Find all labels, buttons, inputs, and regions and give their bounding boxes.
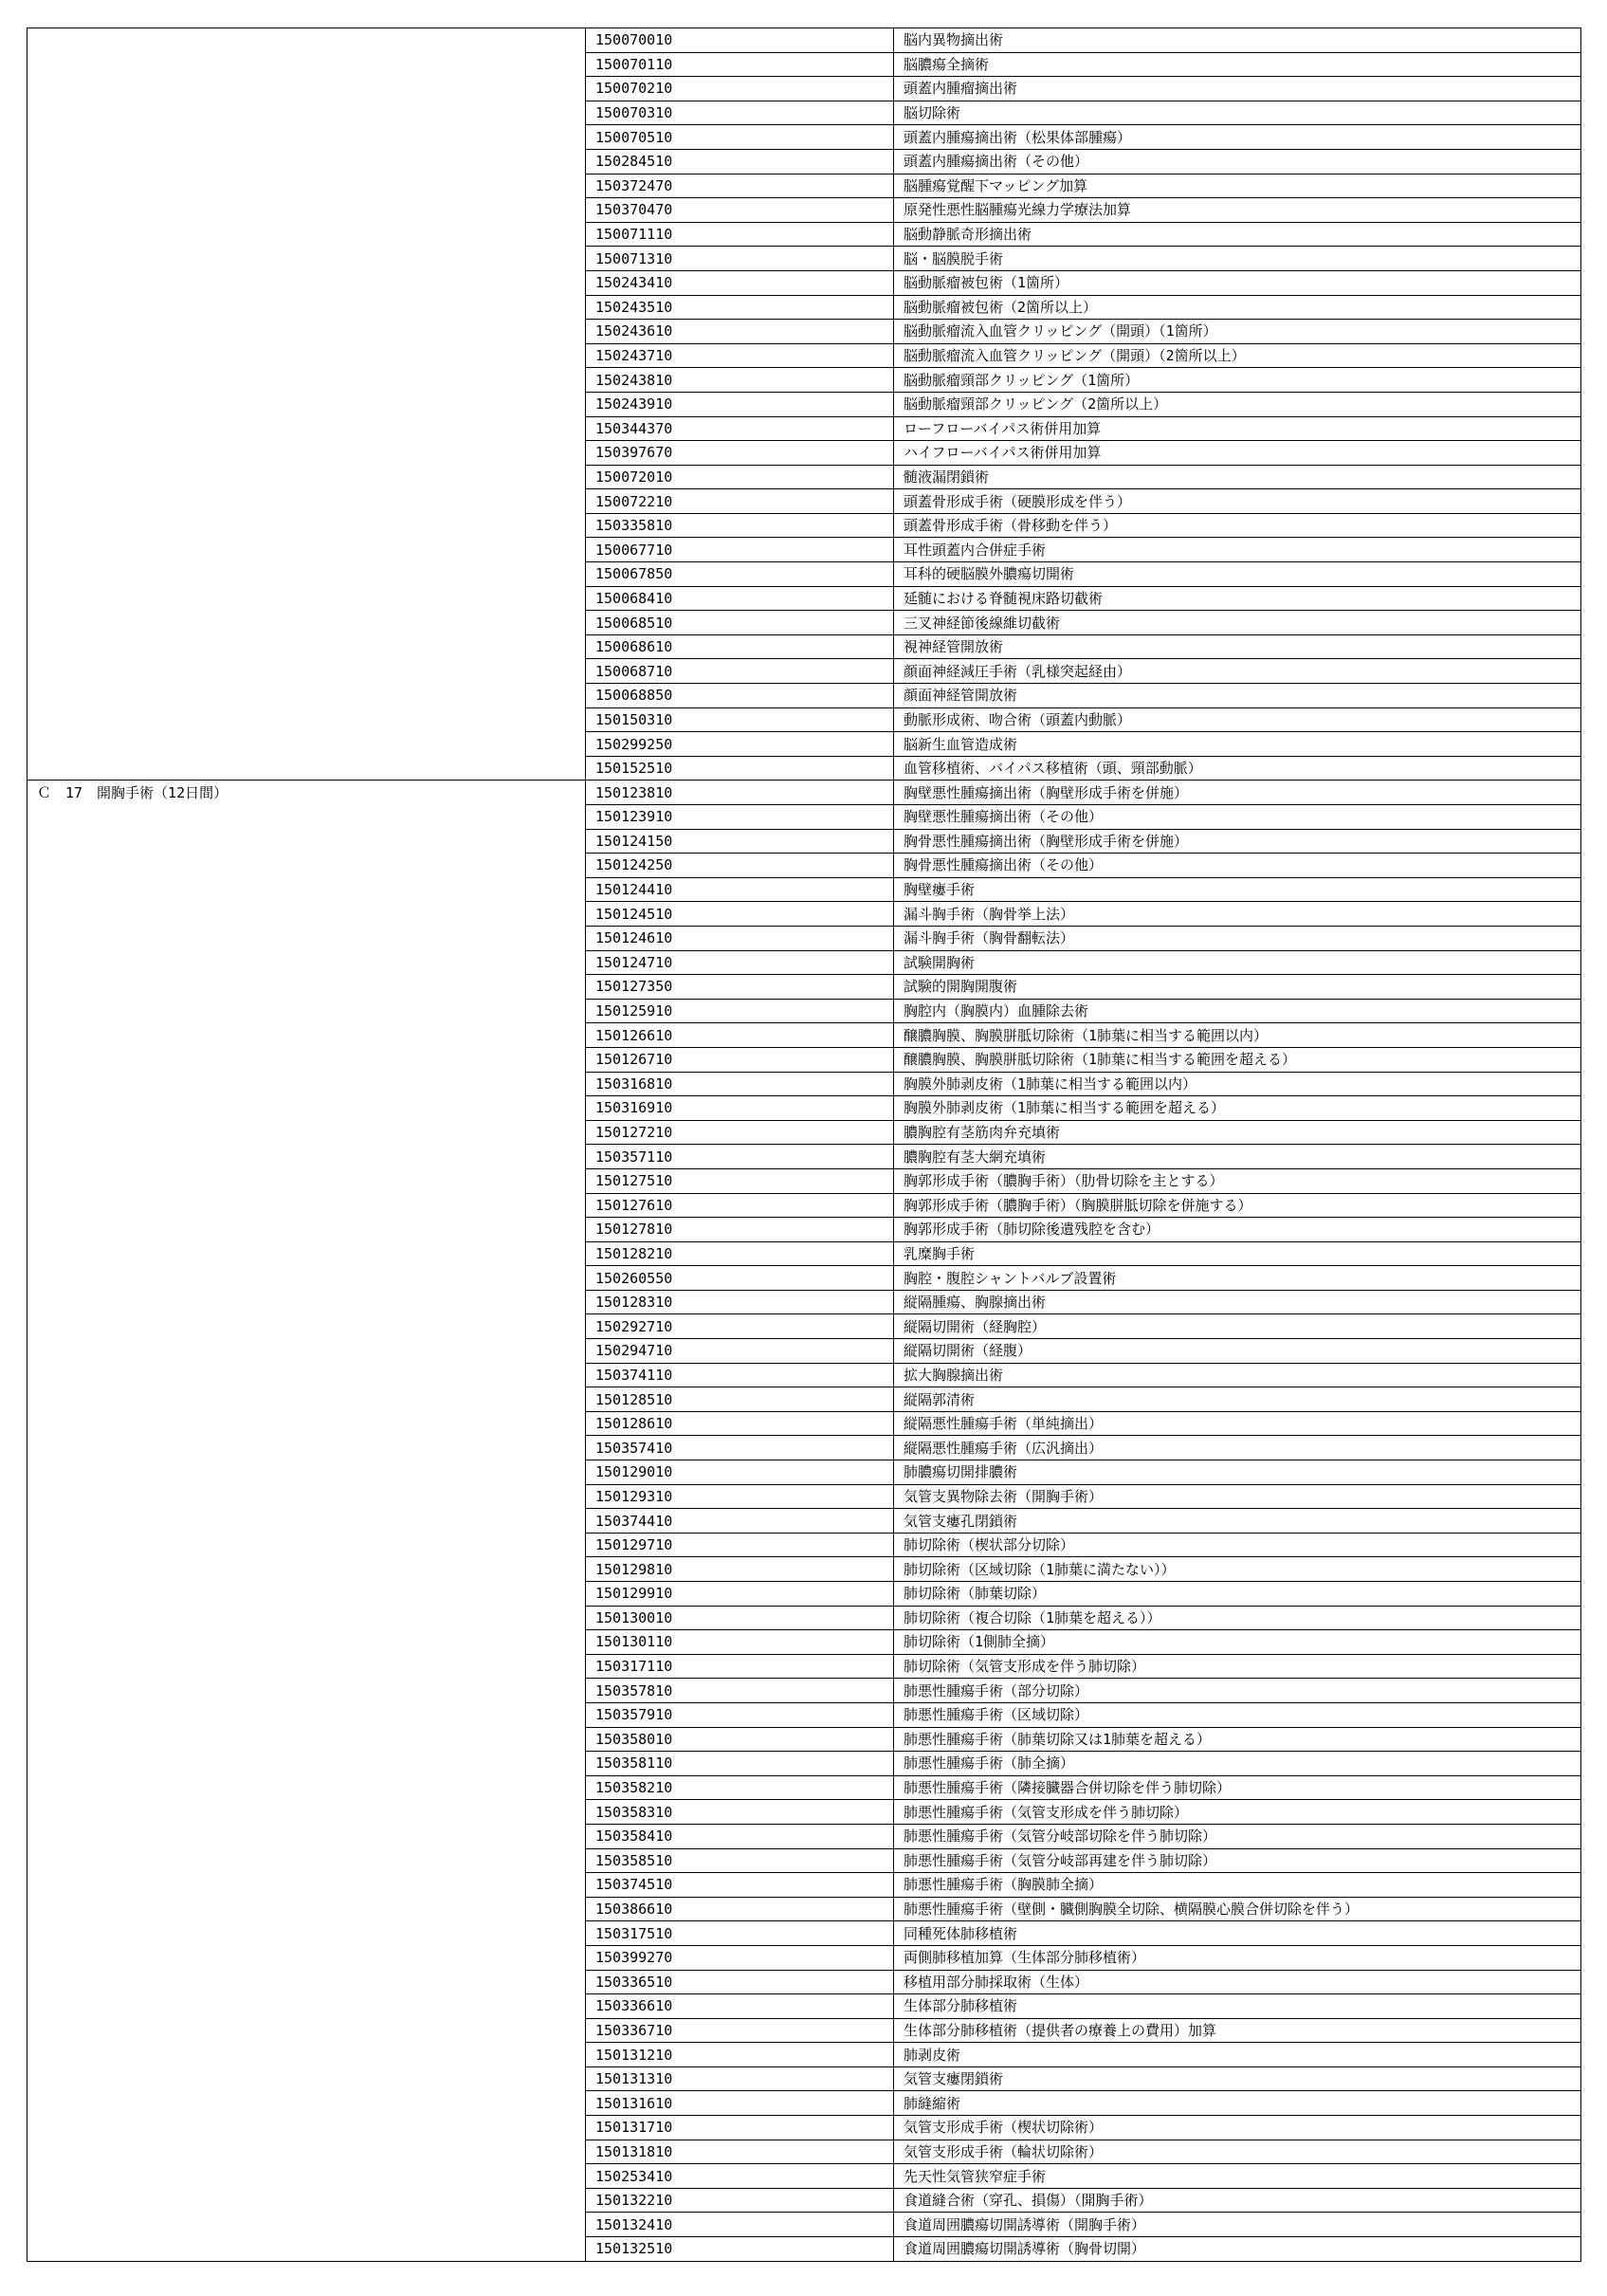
procedure-code-cell: 150243610 [586, 320, 894, 344]
procedure-name-cell: 肺悪性腫瘍手術（肺全摘） [894, 1752, 1581, 1776]
procedure-code-cell: 150128610 [586, 1411, 894, 1436]
procedure-name-cell: 肺切除術（楔状部分切除） [894, 1533, 1581, 1557]
procedure-code-cell: 150129310 [586, 1484, 894, 1509]
procedure-code-cell: 150260550 [586, 1266, 894, 1291]
procedure-code-cell: 150129810 [586, 1557, 894, 1582]
procedure-name-cell: 肺悪性腫瘍手術（気管分岐部再建を伴う肺切除） [894, 1848, 1581, 1873]
procedure-code-cell: 150386610 [586, 1897, 894, 1921]
procedure-name-cell: 食道縫合術（穿孔、損傷）（開胸手術） [894, 2188, 1581, 2213]
procedure-name-cell: 延髄における脊髄視床路切截術 [894, 586, 1581, 611]
procedure-name-cell: 胸壁悪性腫瘍摘出術（胸壁形成手術を併施） [894, 781, 1581, 805]
procedure-code-cell: 150336510 [586, 1970, 894, 1994]
procedure-name-cell: 縦隔腫瘍、胸腺摘出術 [894, 1290, 1581, 1314]
procedure-code-cell: 150070110 [586, 52, 894, 77]
procedure-code-cell: 150071110 [586, 222, 894, 247]
procedure-code-cell: 150358410 [586, 1824, 894, 1848]
procedure-name-cell: 縦隔切開術（経胸腔） [894, 1314, 1581, 1339]
procedure-name-cell: 視神経管開放術 [894, 634, 1581, 659]
procedure-name-cell: 耳科的硬脳膜外膿瘍切開術 [894, 562, 1581, 587]
procedure-name-cell: 肺悪性腫瘍手術（隣接臓器合併切除を伴う肺切除） [894, 1775, 1581, 1800]
procedure-code-cell: 150124710 [586, 950, 894, 975]
procedure-name-cell: 胸腔・腹腔シャントバルブ設置術 [894, 1266, 1581, 1291]
procedure-code-cell: 150072210 [586, 489, 894, 514]
procedure-code-cell: 150131710 [586, 2116, 894, 2140]
procedure-name-cell: 胸骨悪性腫瘍摘出術（胸壁形成手術を併施） [894, 829, 1581, 854]
procedure-name-cell: 頭蓋骨形成手術（硬膜形成を伴う） [894, 489, 1581, 514]
procedure-name-cell: 肺切除術（肺葉切除） [894, 1582, 1581, 1607]
procedure-code-cell: 150129710 [586, 1533, 894, 1557]
procedure-name-cell: 脳内異物摘出術 [894, 28, 1581, 53]
procedure-name-cell: 脳腫瘍覚醒下マッピング加算 [894, 174, 1581, 198]
procedure-code-cell: 150243810 [586, 368, 894, 393]
procedure-name-cell: 肺悪性腫瘍手術（気管分岐部切除を伴う肺切除） [894, 1824, 1581, 1848]
procedure-name-cell: 肺悪性腫瘍手術（肺葉切除又は1肺葉を超える） [894, 1727, 1581, 1752]
procedure-name-cell: 肺切除術（区域切除（1肺葉に満たない）） [894, 1557, 1581, 1582]
procedure-name-cell: 胸膜外肺剥皮術（1肺葉に相当する範囲を超える） [894, 1096, 1581, 1121]
procedure-code-cell: 150253410 [586, 2164, 894, 2189]
procedure-name-cell: 醸膿胸膜、胸膜胼胝切除術（1肺葉に相当する範囲以内） [894, 1023, 1581, 1048]
procedure-code-cell: 150068850 [586, 684, 894, 708]
procedure-code-cell: 150243410 [586, 270, 894, 295]
procedure-code-cell: 150130010 [586, 1606, 894, 1630]
procedure-name-cell: 頭蓋内腫瘍摘出術（松果体部腫瘍） [894, 125, 1581, 150]
procedure-name-cell: 試験的開胸開腹術 [894, 975, 1581, 1000]
procedure-name-cell: ハイフローバイパス術併用加算 [894, 441, 1581, 466]
procedure-name-cell: 膿胸腔有茎大網充填術 [894, 1145, 1581, 1169]
procedure-code-cell: 150128210 [586, 1241, 894, 1266]
procedure-code-cell: 150335810 [586, 513, 894, 538]
procedure-name-cell: 胸腔内（胸膜内）血腫除去術 [894, 999, 1581, 1023]
procedure-name-cell: 拡大胸腺摘出術 [894, 1363, 1581, 1387]
procedure-name-cell: 気管支形成手術（楔状切除術） [894, 2116, 1581, 2140]
procedure-name-cell: 胸郭形成手術（膿胸手術）（肋骨切除を主とする） [894, 1168, 1581, 1193]
procedure-code-cell: 150370470 [586, 198, 894, 223]
procedure-name-cell: 試験開胸術 [894, 950, 1581, 975]
procedure-code-cell: 150399270 [586, 1945, 894, 1970]
procedure-code-cell: 150068610 [586, 634, 894, 659]
procedure-name-cell: 先天性気管狭窄症手術 [894, 2164, 1581, 2189]
procedure-code-cell: 150131610 [586, 2091, 894, 2116]
procedure-name-cell: 胸壁悪性腫瘍摘出術（その他） [894, 805, 1581, 830]
procedure-name-cell: 肺悪性腫瘍手術（気管支形成を伴う肺切除） [894, 1800, 1581, 1825]
procedure-name-cell: 脳動脈瘤流入血管クリッピング（開頭）（2箇所以上） [894, 343, 1581, 368]
procedure-name-cell: 気管支形成手術（輪状切除術） [894, 2140, 1581, 2164]
procedure-code-cell: 150127350 [586, 975, 894, 1000]
procedure-name-cell: 肺悪性腫瘍手術（区域切除） [894, 1702, 1581, 1727]
procedure-name-cell: 血管移植術、バイパス移植術（頭、頸部動脈） [894, 756, 1581, 781]
procedure-code-cell: 150152510 [586, 756, 894, 781]
procedure-code-cell: 150131210 [586, 2043, 894, 2067]
procedure-code-cell: 150132210 [586, 2188, 894, 2213]
procedure-name-cell: 脳膿瘍全摘術 [894, 52, 1581, 77]
procedure-name-cell: 三叉神経節後線維切截術 [894, 611, 1581, 635]
procedure-name-cell: 頭蓋内腫瘍摘出術（その他） [894, 149, 1581, 174]
procedure-code-cell: 150068710 [586, 659, 894, 684]
procedure-name-cell: 両側肺移植加算（生体部分肺移植術） [894, 1945, 1581, 1970]
procedure-name-cell: 同種死体肺移植術 [894, 1921, 1581, 1946]
procedure-name-cell: 肺膿瘍切開排膿術 [894, 1460, 1581, 1485]
procedure-code-cell: 150374110 [586, 1363, 894, 1387]
procedure-name-cell: 脳動脈瘤流入血管クリッピング（開頭）（1箇所） [894, 320, 1581, 344]
procedure-name-cell: 縦隔悪性腫瘍手術（単純摘出） [894, 1411, 1581, 1436]
procedure-code-cell: 150294710 [586, 1339, 894, 1364]
procedure-code-table [27, 28, 1581, 2262]
procedure-name-cell: 肺悪性腫瘍手術（胸膜肺全摘） [894, 1873, 1581, 1898]
procedure-code-cell: 150072010 [586, 465, 894, 489]
procedure-name-cell: 脳動静脈奇形摘出術 [894, 222, 1581, 247]
procedure-name-cell: 脳・脳膜脱手術 [894, 247, 1581, 271]
category-cell: Ｃ 17 開胸手術（12日間） [27, 781, 586, 2261]
procedure-code-cell: 150071310 [586, 247, 894, 271]
procedure-code-cell: 150126710 [586, 1047, 894, 1072]
procedure-name-cell: 胸郭形成手術（肺切除後遺残腔を含む） [894, 1218, 1581, 1242]
procedure-name-cell: 脳動脈瘤被包術（1箇所） [894, 270, 1581, 295]
procedure-code-cell: 150357810 [586, 1679, 894, 1703]
category-cell [27, 28, 586, 781]
procedure-name-cell: 肺切除術（気管支形成を伴う肺切除） [894, 1654, 1581, 1679]
procedure-name-cell: 胸壁瘻手術 [894, 877, 1581, 902]
procedure-code-cell: 150358310 [586, 1800, 894, 1825]
procedure-code-cell: 150344370 [586, 416, 894, 441]
procedure-code-cell: 150243510 [586, 295, 894, 320]
procedure-name-cell: 胸膜外肺剥皮術（1肺葉に相当する範囲以内） [894, 1072, 1581, 1096]
procedure-code-cell: 150068510 [586, 611, 894, 635]
procedure-name-cell: 動脈形成術、吻合術（頭蓋内動脈） [894, 707, 1581, 732]
procedure-name-cell: 肺切除術（1側肺全摘） [894, 1630, 1581, 1655]
procedure-name-cell: 気管支瘻孔閉鎖術 [894, 1509, 1581, 1534]
procedure-code-cell: 150372470 [586, 174, 894, 198]
procedure-name-cell: 頭蓋骨形成手術（骨移動を伴う） [894, 513, 1581, 538]
procedure-code-cell: 150336610 [586, 1994, 894, 2019]
procedure-name-cell: 気管支瘻閉鎖術 [894, 2066, 1581, 2091]
procedure-code-cell: 150358510 [586, 1848, 894, 1873]
procedure-code-cell: 150127510 [586, 1168, 894, 1193]
procedure-code-cell: 150068410 [586, 586, 894, 611]
procedure-name-cell: 胸郭形成手術（膿胸手術）（胸膜胼胝切除を併施する） [894, 1193, 1581, 1218]
procedure-code-cell: 150130110 [586, 1630, 894, 1655]
procedure-code-cell: 150316810 [586, 1072, 894, 1096]
procedure-name-cell: 顔面神経管開放術 [894, 684, 1581, 708]
procedure-code-cell: 150070310 [586, 101, 894, 125]
procedure-name-cell: 食道周囲膿瘍切開誘導術（開胸手術） [894, 2213, 1581, 2237]
procedure-name-cell: 気管支異物除去術（開胸手術） [894, 1484, 1581, 1509]
procedure-name-cell: 脳切除術 [894, 101, 1581, 125]
procedure-code-cell: 150125910 [586, 999, 894, 1023]
procedure-name-cell: 顔面神経減圧手術（乳様突起経由） [894, 659, 1581, 684]
procedure-code-cell: 150131810 [586, 2140, 894, 2164]
procedure-code-cell: 150127610 [586, 1193, 894, 1218]
procedure-code-cell: 150292710 [586, 1314, 894, 1339]
procedure-code-cell: 150132510 [586, 2237, 894, 2262]
procedure-name-cell: 髄液漏閉鎖術 [894, 465, 1581, 489]
procedure-code-cell: 150123810 [586, 781, 894, 805]
procedure-name-cell: 耳性頭蓋内合併症手術 [894, 538, 1581, 562]
procedure-name-cell: 肺悪性腫瘍手術（部分切除） [894, 1679, 1581, 1703]
procedure-code-cell: 150129010 [586, 1460, 894, 1485]
procedure-name-cell: 肺剥皮術 [894, 2043, 1581, 2067]
procedure-name-cell: 脳動脈瘤被包術（2箇所以上） [894, 295, 1581, 320]
procedure-name-cell: 縦隔切開術（経腹） [894, 1339, 1581, 1364]
table-row [27, 781, 1581, 805]
procedure-name-cell: 縦隔悪性腫瘍手術（広汎摘出） [894, 1436, 1581, 1460]
procedure-name-cell: 頭蓋内腫瘤摘出術 [894, 77, 1581, 101]
procedure-name-cell: 胸骨悪性腫瘍摘出術（その他） [894, 854, 1581, 878]
procedure-name-cell: 肺切除術（複合切除（1肺葉を超える）） [894, 1606, 1581, 1630]
procedure-code-cell: 150131310 [586, 2066, 894, 2091]
procedure-code-cell: 150284510 [586, 149, 894, 174]
procedure-name-cell: 漏斗胸手術（胸骨翻転法） [894, 926, 1581, 950]
procedure-code-cell: 150123910 [586, 805, 894, 830]
procedure-code-cell: 150374510 [586, 1873, 894, 1898]
procedure-code-cell: 150316910 [586, 1096, 894, 1121]
procedure-name-cell: 肺縫縮術 [894, 2091, 1581, 2116]
procedure-name-cell: 醸膿胸膜、胸膜胼胝切除術（1肺葉に相当する範囲を超える） [894, 1047, 1581, 1072]
procedure-code-cell: 150357910 [586, 1702, 894, 1727]
procedure-name-cell: 生体部分肺移植術（提供者の療養上の費用）加算 [894, 2018, 1581, 2043]
procedure-code-cell: 150243710 [586, 343, 894, 368]
procedure-code-cell: 150299250 [586, 732, 894, 757]
procedure-name-cell: 脳動脈瘤頸部クリッピング（1箇所） [894, 368, 1581, 393]
procedure-code-cell: 150357410 [586, 1436, 894, 1460]
procedure-name-cell: 乳糜胸手術 [894, 1241, 1581, 1266]
procedure-code-cell: 150128510 [586, 1387, 894, 1412]
procedure-name-cell: 原発性悪性脳腫瘍光線力学療法加算 [894, 198, 1581, 223]
table-row [27, 28, 1581, 53]
procedure-code-cell: 150067850 [586, 562, 894, 587]
procedure-name-cell: 移植用部分肺採取術（生体） [894, 1970, 1581, 1994]
procedure-code-cell: 150124410 [586, 877, 894, 902]
procedure-code-cell: 150129910 [586, 1582, 894, 1607]
procedure-code-cell: 150374410 [586, 1509, 894, 1534]
procedure-code-cell: 150126610 [586, 1023, 894, 1048]
procedure-name-cell: 食道周囲膿瘍切開誘導術（胸骨切開） [894, 2237, 1581, 2262]
procedure-name-cell: 縦隔郭清術 [894, 1387, 1581, 1412]
procedure-code-cell: 150070510 [586, 125, 894, 150]
procedure-code-cell: 150317110 [586, 1654, 894, 1679]
procedure-code-cell: 150357110 [586, 1145, 894, 1169]
procedure-code-cell: 150124610 [586, 926, 894, 950]
procedure-code-cell: 150128310 [586, 1290, 894, 1314]
procedure-code-cell: 150317510 [586, 1921, 894, 1946]
procedure-code-cell: 150132410 [586, 2213, 894, 2237]
procedure-name-cell: 生体部分肺移植術 [894, 1994, 1581, 2019]
procedure-name-cell: 肺悪性腫瘍手術（壁側・臓側胸膜全切除、横隔膜心膜合併切除を伴う） [894, 1897, 1581, 1921]
procedure-code-cell: 150070210 [586, 77, 894, 101]
procedure-code-cell: 150358210 [586, 1775, 894, 1800]
procedure-name-cell: 脳新生血管造成術 [894, 732, 1581, 757]
procedure-name-cell: 脳動脈瘤頸部クリッピング（2箇所以上） [894, 392, 1581, 416]
procedure-code-cell: 150358110 [586, 1752, 894, 1776]
procedure-code-cell: 150124510 [586, 902, 894, 927]
procedure-name-cell: 膿胸腔有茎筋肉弁充填術 [894, 1120, 1581, 1145]
procedure-name-cell: 漏斗胸手術（胸骨挙上法） [894, 902, 1581, 927]
procedure-code-cell: 150336710 [586, 2018, 894, 2043]
procedure-code-cell: 150127210 [586, 1120, 894, 1145]
procedure-code-cell: 150067710 [586, 538, 894, 562]
procedure-code-cell: 150358010 [586, 1727, 894, 1752]
procedure-code-cell: 150397670 [586, 441, 894, 466]
procedure-code-cell: 150150310 [586, 707, 894, 732]
procedure-name-cell: ローフローバイパス術併用加算 [894, 416, 1581, 441]
procedure-code-cell: 150124250 [586, 854, 894, 878]
procedure-code-cell: 150243910 [586, 392, 894, 416]
procedure-code-cell: 150127810 [586, 1218, 894, 1242]
procedure-code-cell: 150070010 [586, 28, 894, 53]
procedure-code-cell: 150124150 [586, 829, 894, 854]
